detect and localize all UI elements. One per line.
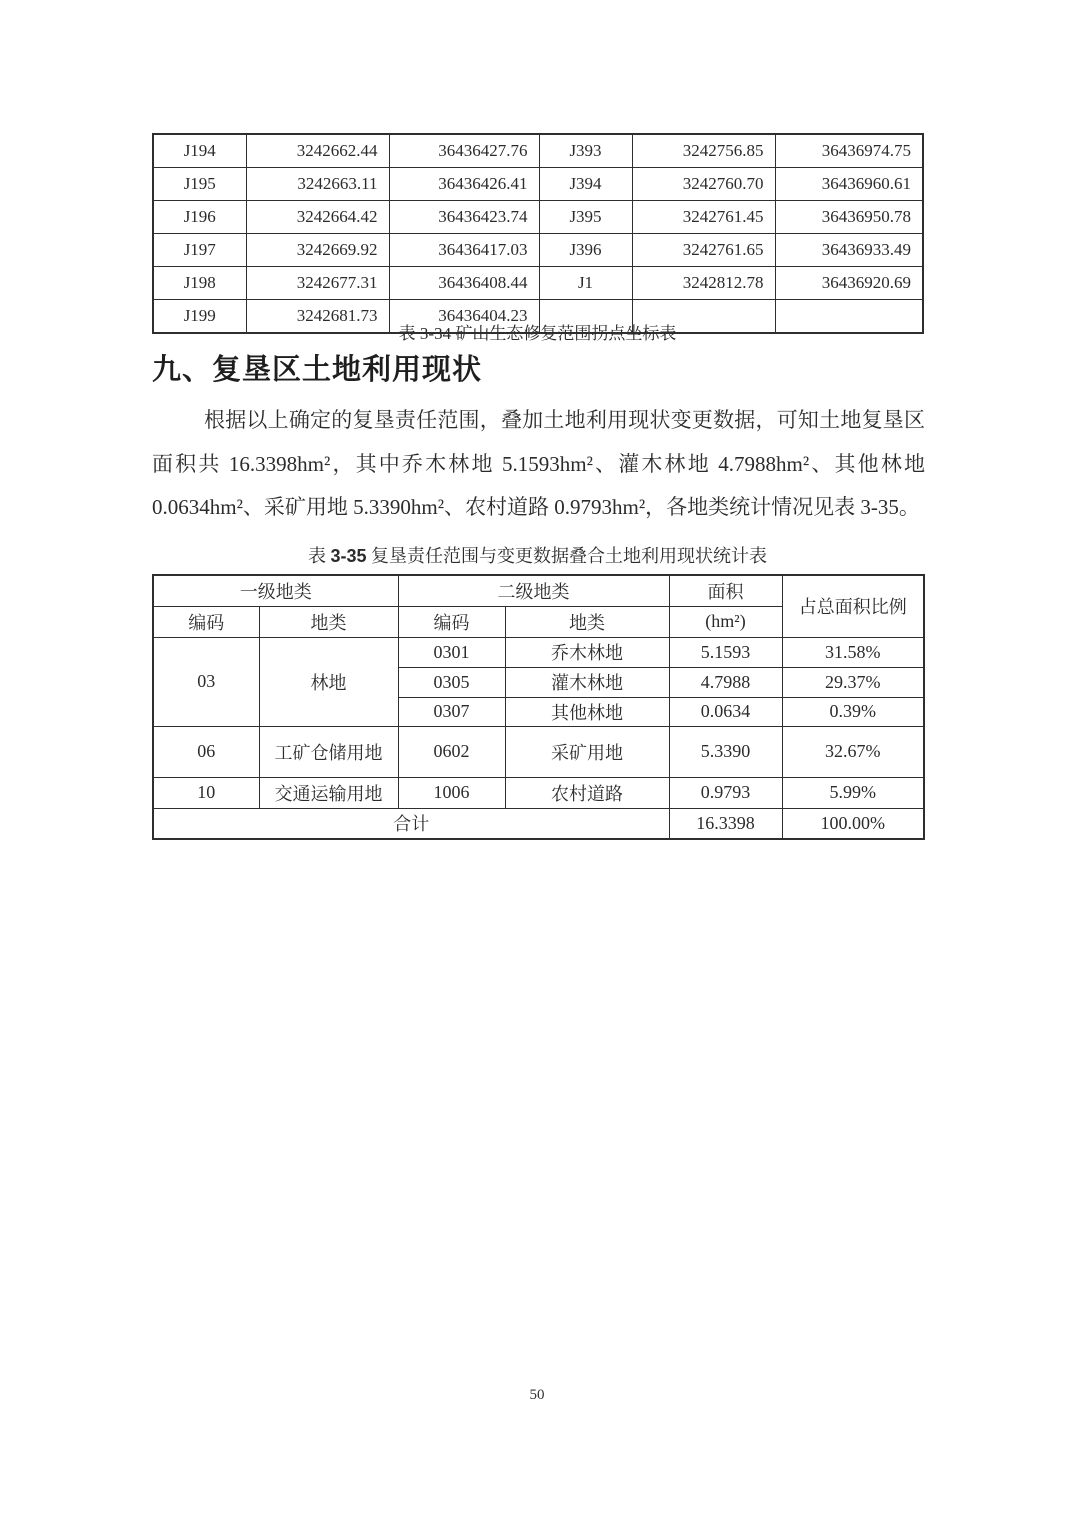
y-coordinate-cell: 36436404.23	[389, 300, 539, 334]
point-id-cell: J195	[153, 168, 246, 201]
level1-type-cell: 林地	[259, 637, 398, 726]
x-coordinate-cell: 3242761.45	[632, 201, 775, 234]
caption-number: 3-35	[330, 546, 367, 566]
y-coordinate-cell: 36436417.03	[389, 234, 539, 267]
area-cell: 0.9793	[669, 777, 782, 808]
x-coordinate-cell: 3242760.70	[632, 168, 775, 201]
y-coordinate-cell: 36436408.44	[389, 267, 539, 300]
table-row	[153, 726, 924, 777]
ratio-cell: 31.58%	[782, 637, 924, 667]
body-paragraph: 根据以上确定的复垦责任范围，叠加土地利用现状变更数据，可知土地复垦区面积共 16.3398hm²，其中乔木林地 5.1593hm²、灌木林地 4.7988hm²、其他林地 0.0634hm²、采矿用地 5.3390hm²、农村道路 0.9793hm²，各地类统计情况见表 3-35。	[152, 408, 925, 519]
table-row	[153, 234, 923, 267]
y-coordinate-cell: 36436960.61	[775, 168, 923, 201]
x-coordinate-cell: 3242681.73	[246, 300, 389, 334]
type-header: 地类	[505, 606, 669, 637]
x-coordinate-cell: 3242677.31	[246, 267, 389, 300]
area-cell: 0.0634	[669, 697, 782, 726]
area-unit-header: (hm²)	[669, 606, 782, 637]
area-cell: 5.3390	[669, 726, 782, 777]
level2-code-cell: 1006	[398, 777, 505, 808]
point-id-cell: J197	[153, 234, 246, 267]
table-row	[153, 134, 923, 168]
x-coordinate-cell: 3242669.92	[246, 234, 389, 267]
level2-type-cell: 灌木林地	[505, 667, 669, 697]
level1-header: 一级地类	[153, 575, 398, 606]
table-row	[153, 777, 924, 808]
level1-code-cell: 03	[153, 637, 259, 726]
caption-number: 3-34	[419, 324, 452, 343]
level1-type-cell: 交通运输用地	[259, 777, 398, 808]
code-header: 编码	[398, 606, 505, 637]
level1-type-cell: 工矿仓储用地	[259, 726, 398, 777]
point-id-cell: J395	[539, 201, 632, 234]
level2-code-cell: 0602	[398, 726, 505, 777]
point-id-cell: J199	[153, 300, 246, 334]
y-coordinate-cell: 36436426.41	[389, 168, 539, 201]
x-coordinate-cell: 3242663.11	[246, 168, 389, 201]
area-cell: 5.1593	[669, 637, 782, 667]
area-header: 面积	[669, 575, 782, 606]
ratio-cell: 32.67%	[782, 726, 924, 777]
level2-header: 二级地类	[398, 575, 669, 606]
area-cell: 4.7988	[669, 667, 782, 697]
ratio-cell: 5.99%	[782, 777, 924, 808]
landuse-table	[152, 574, 925, 840]
type-header: 地类	[259, 606, 398, 637]
table-row	[153, 201, 923, 234]
level2-type-cell: 农村道路	[505, 777, 669, 808]
x-coordinate-cell: 3242761.65	[632, 234, 775, 267]
level1-code-cell: 06	[153, 726, 259, 777]
y-coordinate-cell: 36436423.74	[389, 201, 539, 234]
point-id-cell: J196	[153, 201, 246, 234]
point-id-cell: J1	[539, 267, 632, 300]
table-row	[153, 637, 924, 667]
level2-code-cell: 0305	[398, 667, 505, 697]
y-coordinate-cell: 36436974.75	[775, 134, 923, 168]
total-area-cell: 16.3398	[669, 808, 782, 839]
page-number: 50	[529, 1387, 545, 1403]
level2-type-cell: 乔木林地	[505, 637, 669, 667]
point-id-cell: J198	[153, 267, 246, 300]
table-caption-3-35	[152, 542, 923, 568]
level2-type-cell: 采矿用地	[505, 726, 669, 777]
level2-type-cell: 其他林地	[505, 697, 669, 726]
code-header: 编码	[153, 606, 259, 637]
caption-title: 复垦责任范围与变更数据叠合土地利用现状统计表	[371, 546, 768, 566]
x-coordinate-cell: 3242756.85	[632, 134, 775, 168]
level2-code-cell: 0301	[398, 637, 505, 667]
x-coordinate-cell: 3242812.78	[632, 267, 775, 300]
coordinate-table	[152, 133, 924, 334]
point-id-cell: J393	[539, 134, 632, 168]
y-coordinate-cell: 36436920.69	[775, 267, 923, 300]
ratio-cell: 0.39%	[782, 697, 924, 726]
point-id-cell: J396	[539, 234, 632, 267]
table-row	[153, 267, 923, 300]
y-coordinate-cell: 36436933.49	[775, 234, 923, 267]
table-caption-3-34	[152, 319, 923, 344]
x-coordinate-cell: 3242664.42	[246, 201, 389, 234]
header-row	[153, 575, 924, 606]
point-id-cell: J394	[539, 168, 632, 201]
table-row	[153, 168, 923, 201]
total-row	[153, 808, 924, 839]
y-coordinate-cell: 36436950.78	[775, 201, 923, 234]
point-id-cell: J194	[153, 134, 246, 168]
total-ratio-cell: 100.00%	[782, 808, 924, 839]
caption-title: 矿山生态修复范围拐点坐标表	[455, 324, 677, 343]
level2-code-cell: 0307	[398, 697, 505, 726]
caption-prefix: 表	[398, 324, 416, 343]
x-coordinate-cell: 3242662.44	[246, 134, 389, 168]
level1-code-cell: 10	[153, 777, 259, 808]
y-coordinate-cell: 36436427.76	[389, 134, 539, 168]
ratio-cell: 29.37%	[782, 667, 924, 697]
ratio-header: 占总面积比例	[782, 575, 924, 637]
caption-prefix: 表	[307, 546, 326, 566]
section-heading: 九、复垦区土地利用现状	[152, 354, 483, 386]
total-label-cell: 合计	[153, 808, 669, 839]
